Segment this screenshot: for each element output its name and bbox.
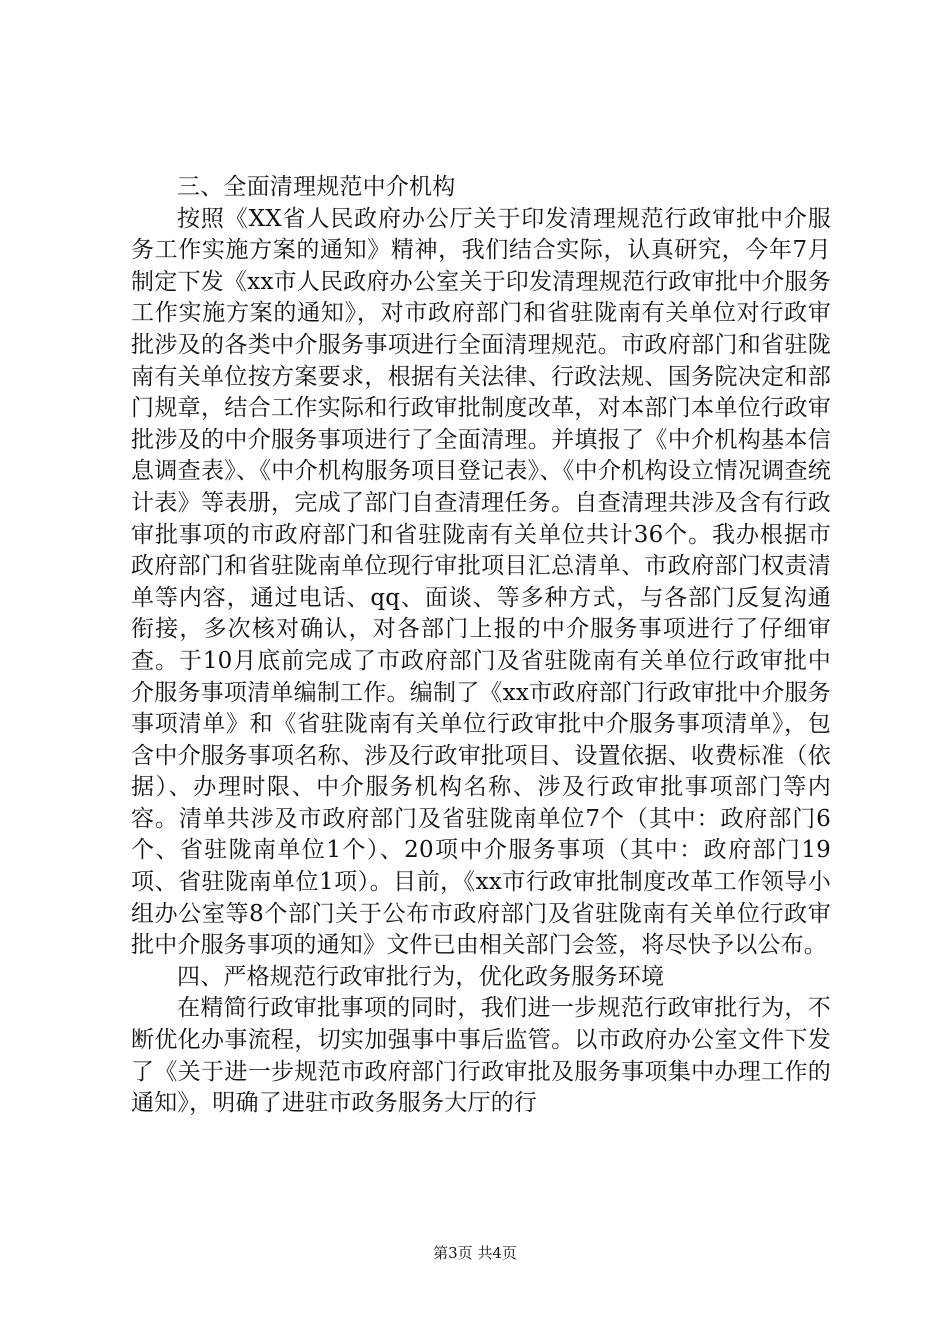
page-footer: 第3页 共4页: [433, 1244, 517, 1262]
section-3-paragraph: 按照《XX省人民政府办公厅关于印发清理规范行政审批中介服务工作实施方案的通知》精神，我们结合实际，认真研究，今年7月制定下发《xx市人民政府办公室关于印发清理规范行政审批中介服务工作实施方案的通知》，对市政府部门和省驻陇南有关单位对行政审批涉及的各类中介服务事项进行全面清理规范。市政府部门和省驻陇南有关单位按方案要求，根据有关法律、行政法规、国务院决定和部门规章，结合工作实际和行政审批制度改革，对本部门本单位行政审批涉及的中介服务事项进行了全面清理。并填报了《中介机构基本信息调查表》、《中介机构服务项目登记表》、《中介机构设立情况调查统计表》等表册，完成了部门自查清理任务。自查清理共涉及含有行政审批事项的市政府部门和省驻陇南有关单位共计36个。我办根据市政府部门和省驻陇南单位现行审批项目汇总清单、市政府部门权责清单等内容，通过电话、qq、面谈、等多种方式，与各部门反复沟通衔接，多次核对确认，对各部门上报的中介服务事项进行了仔细审查。于10月底前完成了市政府部门及省驻陇南有关单位行政审批中介服务事项清单编制工作。编制了《xx市政府部门行政审批中介服务事项清单》和《省驻陇南有关单位行政审批中介服务事项清单》，包含中介服务事项名称、涉及行政审批项目、设置依据、收费标准（依据）、办理时限、中介服务机构名称、涉及行政审批事项部门等内容。清单共涉及市政府部门及省驻陇南单位7个（其中：政府部门6个、省驻陇南单位1个）、20项中介服务事项（其中：政府部门19项、省驻陇南单位1项）。目前，《xx市行政审批制度改革工作领导小组办公室等8个部门关于公布市政府部门及省驻陇南有关单位行政审批中介服务事项的通知》文件已由相关部门会签，将尽快予以公布。: [131, 205, 831, 959]
section-4-paragraph: 在精简行政审批事项的同时，我们进一步规范行政审批行为，不断优化办事流程，切实加强事中事后监管。以市政府办公室文件下发了《关于进一步规范市政府部门行政审批及服务事项集中办理工作的通知》，明确了进驻市政务服务大厅的行: [131, 995, 831, 1117]
section-3-heading: 三、全面清理规范中介机构: [177, 174, 456, 200]
document-body: [131, 172, 831, 1120]
section-4-heading: 四、严格规范行政审批行为，优化政务服务环境: [177, 963, 665, 990]
